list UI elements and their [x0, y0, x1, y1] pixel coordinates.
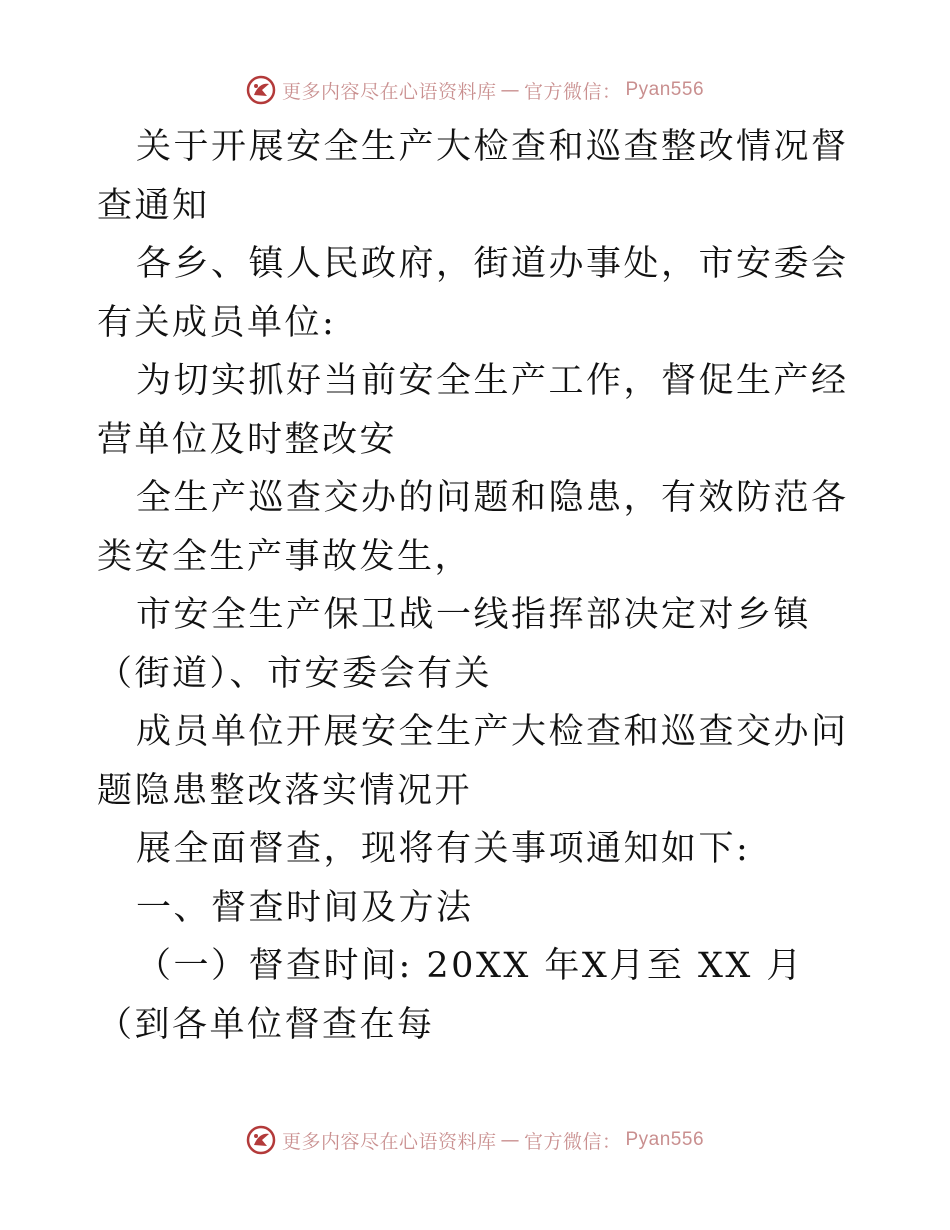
header-watermark — [0, 70, 950, 110]
body-paragraph: 为切实抓好当前安全生产工作，督促生产经营单位及时整改安 — [97, 361, 849, 460]
body-paragraph: 成员单位开展安全生产大检查和巡查交办问题隐患整改落实情况开 — [97, 712, 849, 811]
document-title: 关于开展安全生产大检查和巡查整改情况督查通知 — [97, 127, 849, 226]
watermark-separator: — — [500, 79, 520, 101]
footer-watermark — [0, 1120, 950, 1160]
section-heading: 一、督查时间及方法 — [136, 887, 474, 928]
watermark-wechat-label: 官方微信： — [523, 80, 622, 103]
red-seal-logo-icon — [246, 1125, 276, 1155]
watermark-wechat-label: 官方微信： — [523, 1130, 622, 1153]
watermark-text: 更多内容尽在心语资料库 — [281, 1130, 497, 1153]
red-seal-logo-icon — [246, 75, 276, 105]
body-paragraph: （一）督查时间: 20XX 年X月至 XX 月（到各单位督查在每 — [97, 946, 804, 1045]
watermark-text: 更多内容尽在心语资料库 — [281, 80, 497, 103]
addressee-paragraph: 各乡、镇人民政府，街道办事处，市安委会有关成员单位: — [97, 244, 849, 343]
watermark-wechat-id: Pyan556 — [625, 1129, 705, 1150]
document-body — [97, 118, 853, 1054]
body-paragraph: 全生产巡查交办的问题和隐患，有效防范各类安全生产事故发生， — [97, 478, 849, 577]
watermark-wechat-id: Pyan556 — [625, 79, 705, 100]
watermark-separator: — — [500, 1129, 520, 1151]
body-paragraph: 市安全生产保卫战一线指挥部决定对乡镇（街道）、市安委会有关 — [97, 595, 812, 694]
body-paragraph: 展全面督查，现将有关事项通知如下: — [136, 829, 751, 869]
